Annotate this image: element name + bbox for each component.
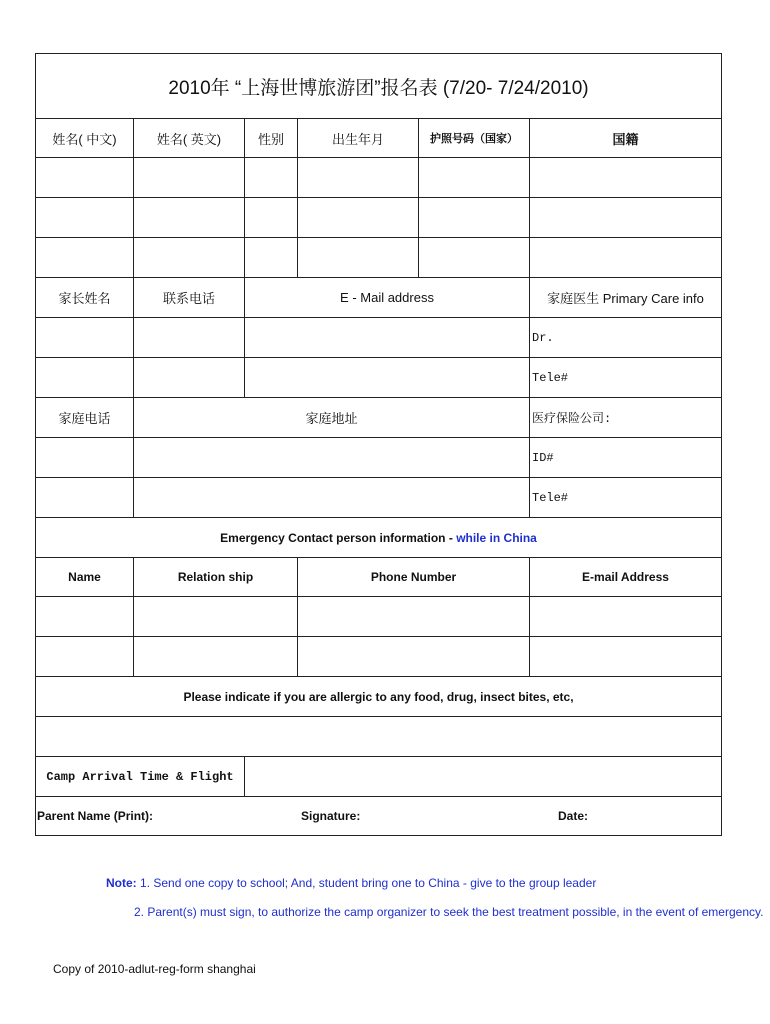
- parent-name-cell[interactable]: [36, 318, 134, 358]
- date-label: Date:: [558, 809, 589, 823]
- student-nationality-cell[interactable]: [530, 198, 722, 238]
- home-row: [36, 438, 722, 478]
- student-nationality-cell[interactable]: [530, 158, 722, 198]
- student-passport-cell[interactable]: [419, 198, 530, 238]
- signature-row: [36, 797, 722, 836]
- emergency-section-title: [36, 518, 722, 558]
- arrival-label: Camp Arrival Time & Flight: [36, 757, 245, 797]
- student-name-en-cell[interactable]: [134, 158, 245, 198]
- allergy-input-cell[interactable]: [36, 717, 722, 757]
- header-passport: 护照号码（国家）: [419, 119, 530, 158]
- student-name-cn-cell[interactable]: [36, 198, 134, 238]
- home-address-cell[interactable]: [134, 478, 530, 518]
- arrival-input-cell[interactable]: [245, 757, 722, 797]
- emergency-email-cell[interactable]: [530, 597, 722, 637]
- parent-name-cell[interactable]: [36, 358, 134, 398]
- emergency-name-cell[interactable]: [36, 597, 134, 637]
- header-home-phone: 家庭电话: [36, 398, 134, 438]
- emergency-name-cell[interactable]: [36, 637, 134, 677]
- notes-section: [106, 873, 763, 931]
- parent-email-cell[interactable]: [245, 358, 530, 398]
- header-email: E - Mail address: [245, 278, 530, 318]
- registration-form: [35, 53, 721, 836]
- student-birth-cell[interactable]: [298, 198, 419, 238]
- emergency-phone-cell[interactable]: [298, 597, 530, 637]
- doctor-name-field[interactable]: Dr.: [530, 318, 722, 358]
- parent-row: [36, 358, 722, 398]
- header-home-address: 家庭地址: [134, 398, 530, 438]
- parent-phone-cell[interactable]: [134, 358, 245, 398]
- emergency-email-cell[interactable]: [530, 637, 722, 677]
- parent-email-cell[interactable]: [245, 318, 530, 358]
- home-phone-cell[interactable]: [36, 478, 134, 518]
- student-name-cn-cell[interactable]: [36, 238, 134, 278]
- student-gender-cell[interactable]: [245, 158, 298, 198]
- note-line-1: [106, 873, 763, 902]
- header-gender: 性别: [245, 119, 298, 158]
- student-row: [36, 238, 722, 278]
- student-birth-cell[interactable]: [298, 158, 419, 198]
- home-address-cell[interactable]: [134, 438, 530, 478]
- note-line-2: [106, 902, 763, 931]
- header-family-doctor: 家庭医生 Primary Care info: [530, 278, 722, 318]
- header-emergency-email: E-mail Address: [530, 558, 722, 597]
- header-birth-date: 出生年月: [298, 119, 419, 158]
- header-emergency-name: Name: [36, 558, 134, 597]
- emergency-row: [36, 597, 722, 637]
- signature-label: Signature:: [301, 809, 361, 823]
- allergy-prompt: Please indicate if you are allergic to any food, drug, insect bites, etc,: [36, 677, 722, 717]
- insurance-phone-field[interactable]: Tele#: [530, 478, 722, 518]
- parent-phone-cell[interactable]: [134, 318, 245, 358]
- student-birth-cell[interactable]: [298, 238, 419, 278]
- student-passport-cell[interactable]: [419, 238, 530, 278]
- student-nationality-cell[interactable]: [530, 238, 722, 278]
- parent-name-print-label: Parent Name (Print):: [37, 809, 154, 823]
- student-name-en-cell[interactable]: [134, 198, 245, 238]
- header-parent-name: 家长姓名: [36, 278, 134, 318]
- note-text-1: 1. Send one copy to school; And, student bring one to China - give to the group leader: [140, 876, 597, 890]
- header-name-chinese: 姓名( 中文): [36, 119, 134, 158]
- header-nationality: 国籍: [530, 119, 722, 158]
- emergency-title-highlight: while in China: [456, 530, 537, 545]
- student-row: [36, 158, 722, 198]
- header-name-english: 姓名( 英文): [134, 119, 245, 158]
- student-name-cn-cell[interactable]: [36, 158, 134, 198]
- home-phone-cell[interactable]: [36, 438, 134, 478]
- footer-text: Copy of 2010-adlut-reg-form shanghai: [53, 962, 256, 976]
- parent-row: [36, 318, 722, 358]
- emergency-relation-cell[interactable]: [134, 637, 298, 677]
- form-title: 2010年 “上海世博旅游团”报名表 (7/20- 7/24/2010): [36, 54, 722, 119]
- doctor-phone-field[interactable]: Tele#: [530, 358, 722, 398]
- header-relationship: Relation ship: [134, 558, 298, 597]
- emergency-phone-cell[interactable]: [298, 637, 530, 677]
- student-gender-cell[interactable]: [245, 238, 298, 278]
- insurance-id-field[interactable]: ID#: [530, 438, 722, 478]
- note-text-2: 2. Parent(s) must sign, to authorize the camp organizer to seek the best treatment possible, in the event of emergency.: [134, 905, 764, 919]
- emergency-row: [36, 637, 722, 677]
- emergency-title-text: Emergency Contact person information -: [220, 530, 457, 545]
- student-row: [36, 198, 722, 238]
- emergency-relation-cell[interactable]: [134, 597, 298, 637]
- student-name-en-cell[interactable]: [134, 238, 245, 278]
- header-phone-number: Phone Number: [298, 558, 530, 597]
- header-contact-phone: 联系电话: [134, 278, 245, 318]
- note-label: Note:: [106, 876, 137, 890]
- registration-table: [35, 53, 722, 836]
- home-row: [36, 478, 722, 518]
- header-insurance-company: 医疗保险公司:: [530, 398, 722, 438]
- student-passport-cell[interactable]: [419, 158, 530, 198]
- student-gender-cell[interactable]: [245, 198, 298, 238]
